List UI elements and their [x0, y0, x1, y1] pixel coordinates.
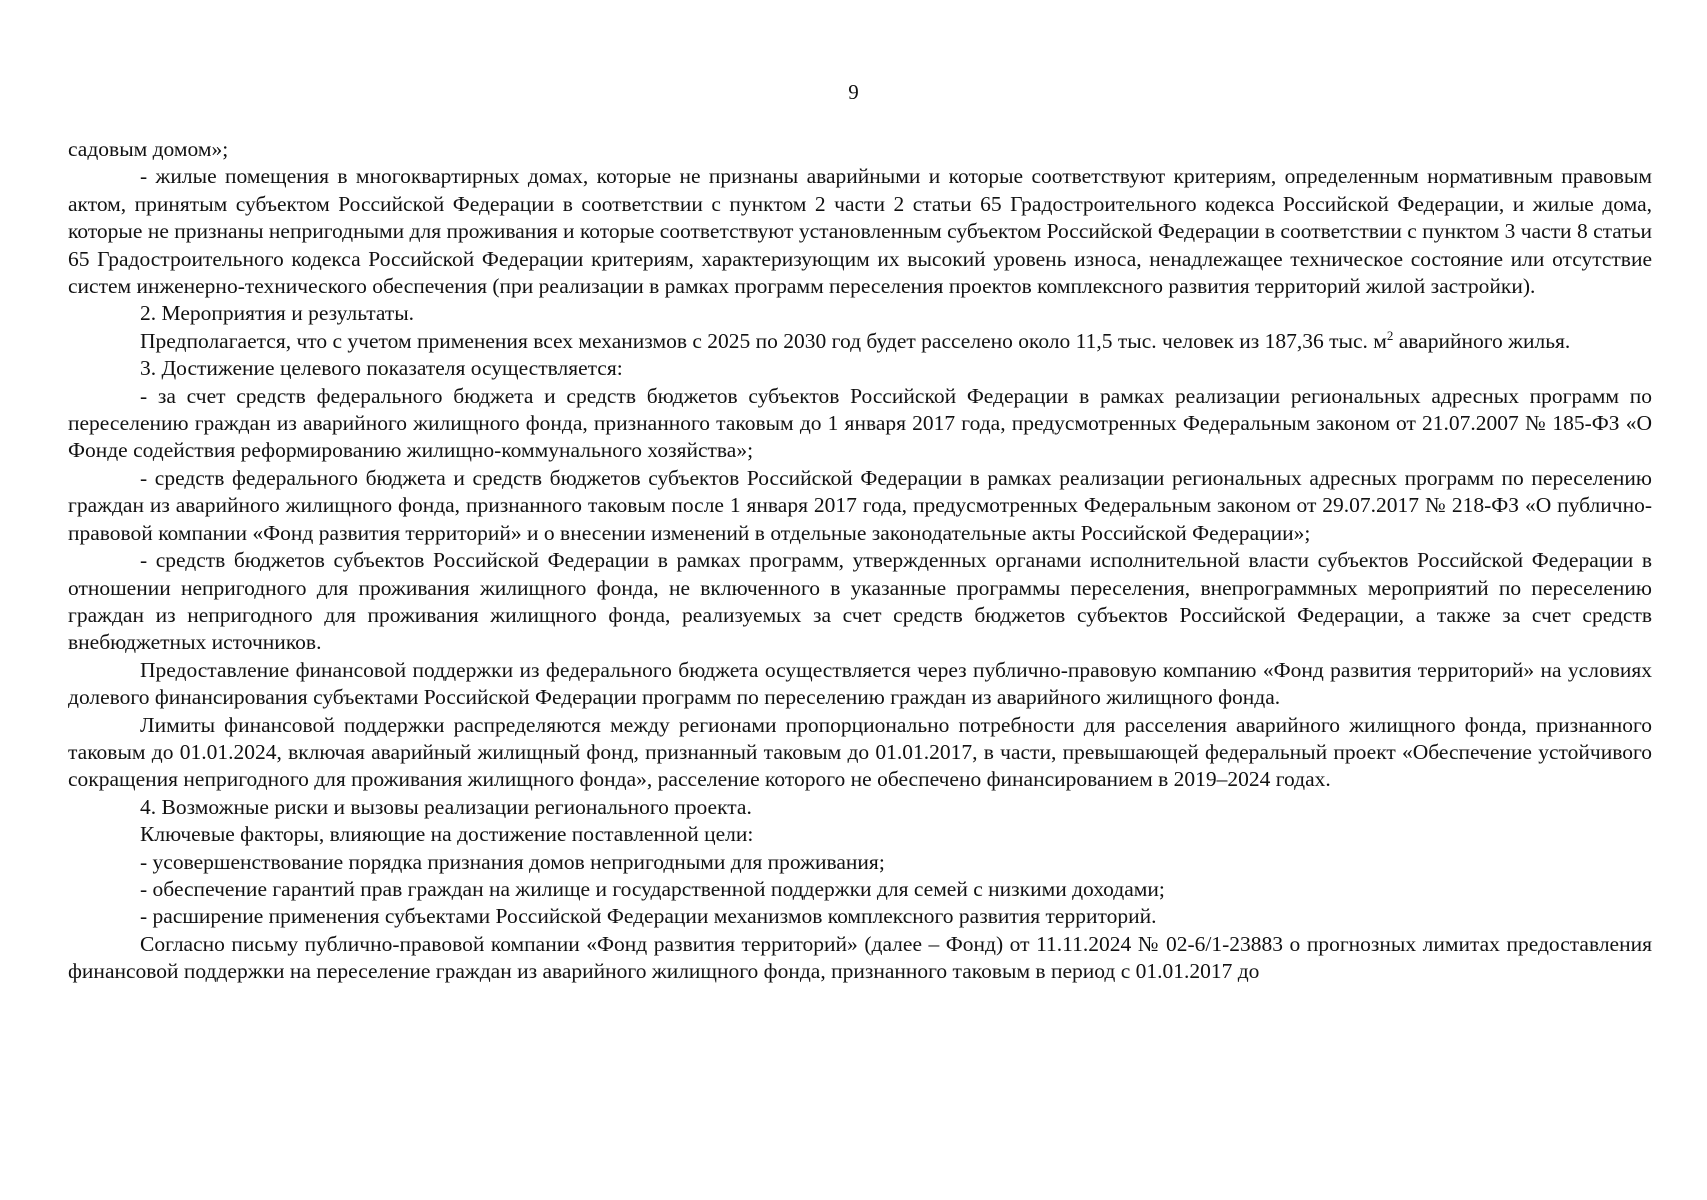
paragraph-4-text-before: Предполагается, что с учетом применения всех механизмов с 2025 по 2030 год будет расселено около 11,5 тыс. человек из 187,36 тыс. м	[140, 328, 1387, 353]
paragraph-4	[68, 328, 1652, 355]
paragraph-1: садовым домом»;	[68, 137, 229, 161]
paragraph-8: - средств бюджетов субъектов Российской Федерации в рамках программ, утвержденных органами исполнительной власти субъектов Российской Федерации в отношении непригодного для проживания жилищного фонда, не включенного в указанные программы переселения, внепрограммных мероприятий по переселению граждан из непригодного для проживания жилищного фонда, реализуемых за счет средств бюджетов субъектов Российской Федерации, а также за счет средств внебюджетных источников.	[68, 548, 1652, 655]
paragraph-4-text-after: аварийного жилья.	[1393, 328, 1571, 353]
document-body	[68, 136, 1652, 986]
paragraph-3: 2. Мероприятия и результаты.	[140, 301, 415, 326]
paragraph-9: Предоставление финансовой поддержки из федерального бюджета осуществляется через публично-правовую компанию «Фонд развития территорий» на условиях долевого финансирования субъектами Российской Федерации программ по переселению граждан из аварийного жилищного фонда.	[68, 657, 1652, 710]
paragraph-12: Ключевые факторы, влияющие на достижение поставленной цели:	[140, 822, 754, 847]
paragraph-5: 3. Достижение целевого показателя осуществляется:	[140, 356, 623, 381]
paragraph-14: - обеспечение гарантий прав граждан на жилище и государственной поддержки для семей с низкими доходами;	[140, 876, 1165, 901]
paragraph-7: - средств федерального бюджета и средств бюджетов субъектов Российской Федерации в рамках реализации региональных адресных программ по переселению граждан из аварийного жилищного фонда, признанного таковым после 1 января 2017 года, предусмотренных Федеральным законом от 29.07.2017 № 218-ФЗ «О публично-правовой компании «Фонд развития территорий» и о внесении изменений в отдельные законодательные акты Российской Федерации»;	[68, 465, 1652, 545]
paragraph-11: 4. Возможные риски и вызовы реализации регионального проекта.	[140, 794, 752, 819]
paragraph-2: - жилые помещения в многоквартирных домах, которые не признаны аварийными и которые соответствуют критериям, определенным нормативным правовым актом, принятым субъектом Российской Федерации в соответствии с пунктом 2 части 2 статьи 65 Градостроительного кодекса Российской Федерации, и жилые дома, которые не признаны непригодными для проживания и которые соответствуют установленным субъектом Российской Федерации в соответствии с пунктом 3 части 8 статьи 65 Градостроительного кодекса Российской Федерации критериям, характеризующим их высокий уровень износа, ненадлежащее техническое состояние или отсутствие систем инженерно-технического обеспечения (при реализации в рамках программ переселения проектов комплексного развития территорий жилой застройки).	[68, 164, 1652, 299]
paragraph-15: - расширение применения субъектами Российской Федерации механизмов комплексного развития территорий.	[140, 904, 1157, 929]
paragraph-6: - за счет средств федерального бюджета и средств бюджетов субъектов Российской Федерации в рамках реализации региональных адресных программ по переселению граждан из аварийного жилищного фонда, признанного таковым до 1 января 2017 года, предусмотренных Федеральным законом от 21.07.2007 № 185-ФЗ «О Фонде содействия реформированию жилищно-коммунального хозяйства»;	[68, 383, 1652, 463]
paragraph-10: Лимиты финансовой поддержки распределяются между регионами пропорционально потребности для расселения аварийного жилищного фонда, признанного таковым до 01.01.2024, включая аварийный жилищный фонд, признанный таковым до 01.01.2017, в части, превышающей федеральный проект «Обеспечение устойчивого сокращения непригодного для проживания жилищного фонда», расселение которого не обеспечено финансированием в 2019–2024 годах.	[68, 712, 1652, 792]
page-number: 9	[848, 80, 859, 104]
superscript-2: 2	[1386, 327, 1394, 343]
paragraph-13: - усовершенствование порядка признания домов непригодными для проживания;	[140, 849, 885, 874]
paragraph-16: Согласно письму публично-правовой компании «Фонд развития территорий» (далее – Фонд) от 11.11.2024 № 02-6/1-23883 о прогнозных лимитах предоставления финансовой поддержки на переселение граждан из аварийного жилищного фонда, признанного таковым в период с 01.01.2017 до	[68, 931, 1652, 984]
